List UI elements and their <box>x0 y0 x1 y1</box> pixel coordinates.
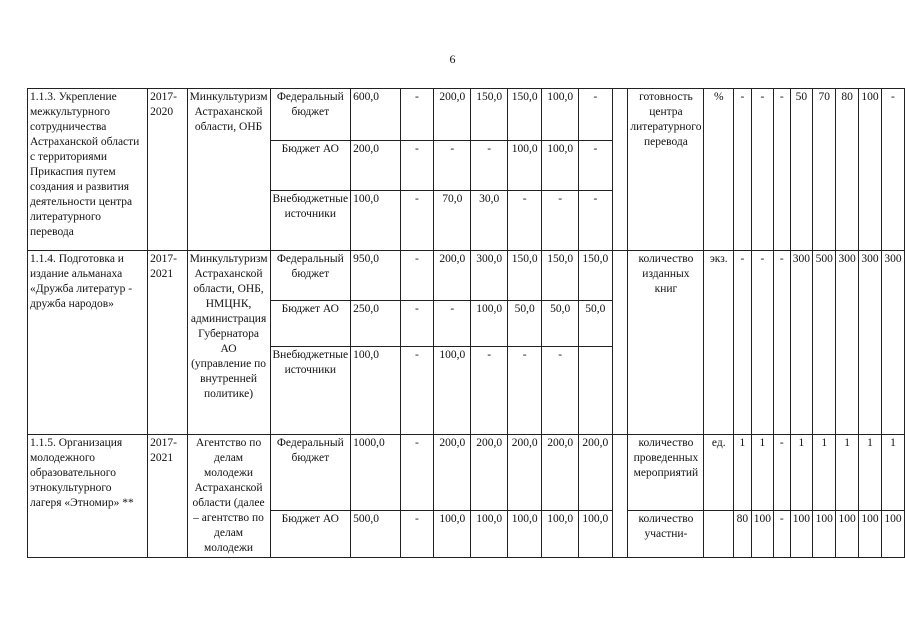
amount-cell: 100,0 <box>471 301 508 347</box>
amount-cell: 1000,0 <box>351 435 400 511</box>
value-cell: 300 <box>836 251 859 435</box>
amount-cell: 200,0 <box>351 141 400 191</box>
executor-cell: Минкультуризм Астраханской области, ОНБ <box>187 89 270 251</box>
amount-cell: - <box>542 347 579 435</box>
amount-cell: - <box>471 141 508 191</box>
amount-cell: 100,0 <box>508 141 542 191</box>
amount-cell: 950,0 <box>351 251 400 301</box>
value-cell: 1 <box>790 435 813 511</box>
amount-cell: - <box>579 141 612 191</box>
amount-cell: 150,0 <box>471 89 508 141</box>
indicator-cell: количество проведенных мероприятий <box>628 435 704 511</box>
value-cell: 80 <box>836 89 859 251</box>
table-row <box>28 435 905 511</box>
executor-cell: Агентство по делам молодежи Астраханской области (далее – агентство по делам молодежи <box>187 435 270 558</box>
amount-cell: - <box>400 251 434 301</box>
value-cell: 80 <box>734 510 752 557</box>
value-cell: - <box>774 510 790 557</box>
source-cell: Внебюджетные источники <box>270 191 351 251</box>
amount-cell: 150,0 <box>508 89 542 141</box>
amount-cell: 100,0 <box>508 510 542 557</box>
indicator-cell: количество участни- <box>628 510 704 557</box>
value-cell: - <box>751 251 773 435</box>
value-cell: - <box>751 89 773 251</box>
value-cell: 100 <box>836 510 859 557</box>
event-cell: 1.1.3. Укрепление межкультурного сотрудничества Астраханской области с территориями Прикаспия путем создания и развития деятельности центра литературного перевода <box>28 89 148 251</box>
amount-cell: - <box>579 191 612 251</box>
amount-cell: 100,0 <box>542 141 579 191</box>
source-cell: Бюджет АО <box>270 141 351 191</box>
amount-cell: 300,0 <box>471 251 508 301</box>
amount-cell: 200,0 <box>434 435 471 511</box>
amount-cell: 50,0 <box>542 301 579 347</box>
value-cell: 300 <box>881 251 904 435</box>
amount-cell: 150,0 <box>508 251 542 301</box>
source-cell: Бюджет АО <box>270 301 351 347</box>
amount-cell: 100,0 <box>579 510 612 557</box>
value-cell: 50 <box>790 89 813 251</box>
table-row <box>28 89 905 141</box>
value-cell: - <box>881 89 904 251</box>
value-cell: 100 <box>751 510 773 557</box>
value-cell: - <box>734 251 752 435</box>
source-cell: Федеральный бюджет <box>270 251 351 301</box>
period-cell: 2017-2020 <box>148 89 187 251</box>
value-cell: 500 <box>813 251 836 435</box>
value-cell: 100 <box>813 510 836 557</box>
value-cell: - <box>774 89 790 251</box>
value-cell: 100 <box>859 89 882 251</box>
amount-cell: - <box>400 347 434 435</box>
amount-cell: 30,0 <box>471 191 508 251</box>
amount-cell: 250,0 <box>351 301 400 347</box>
amount-cell: 200,0 <box>508 435 542 511</box>
source-cell: Федеральный бюджет <box>270 89 351 141</box>
value-cell: 1 <box>751 435 773 511</box>
event-cell: 1.1.5. Организация молодежного образовательного этнокультурного лагеря «Этномир» ** <box>28 435 148 558</box>
value-cell: 100 <box>859 510 882 557</box>
value-cell: 1 <box>813 435 836 511</box>
value-cell: - <box>774 435 790 511</box>
amount-cell: 150,0 <box>579 251 612 301</box>
program-table <box>27 88 905 558</box>
unit-cell: экз. <box>704 251 734 435</box>
blank-cell <box>612 435 628 558</box>
unit-cell: % <box>704 89 734 251</box>
amount-cell: 50,0 <box>579 301 612 347</box>
amount-cell: 200,0 <box>542 435 579 511</box>
amount-cell: 100,0 <box>471 510 508 557</box>
value-cell: 100 <box>881 510 904 557</box>
unit-cell <box>704 510 734 557</box>
amount-cell: 600,0 <box>351 89 400 141</box>
blank-cell <box>612 251 628 435</box>
value-cell: 1 <box>859 435 882 511</box>
blank-cell <box>612 89 628 251</box>
page-number: 6 <box>449 52 456 66</box>
amount-cell: 200,0 <box>434 251 471 301</box>
amount-cell: - <box>434 141 471 191</box>
source-cell: Федеральный бюджет <box>270 435 351 511</box>
source-cell: Бюджет АО <box>270 510 351 557</box>
amount-cell: 150,0 <box>542 251 579 301</box>
amount-cell: 100,0 <box>434 510 471 557</box>
indicator-cell: готовность центра литературного перевода <box>628 89 704 251</box>
amount-cell: - <box>400 301 434 347</box>
event-cell: 1.1.4. Подготовка и издание альманаха «Дружба литератур - дружба народов» <box>28 251 148 435</box>
amount-cell: 70,0 <box>434 191 471 251</box>
value-cell: 300 <box>859 251 882 435</box>
period-cell: 2017-2021 <box>148 251 187 435</box>
amount-cell: 200,0 <box>579 435 612 511</box>
amount-cell: - <box>579 89 612 141</box>
period-cell: 2017-2021 <box>148 435 187 558</box>
value-cell: 100 <box>790 510 813 557</box>
amount-cell: - <box>400 191 434 251</box>
value-cell: - <box>774 251 790 435</box>
amount-cell <box>579 347 612 435</box>
amount-cell: - <box>542 191 579 251</box>
amount-cell: - <box>400 435 434 511</box>
amount-cell: 50,0 <box>508 301 542 347</box>
value-cell: 70 <box>813 89 836 251</box>
value-cell: 1 <box>836 435 859 511</box>
table-row <box>28 251 905 301</box>
amount-cell: 500,0 <box>351 510 400 557</box>
value-cell: 1 <box>881 435 904 511</box>
amount-cell: - <box>400 510 434 557</box>
amount-cell: - <box>400 141 434 191</box>
value-cell: 300 <box>790 251 813 435</box>
amount-cell: - <box>508 191 542 251</box>
indicator-cell: количество изданных книг <box>628 251 704 435</box>
amount-cell: 100,0 <box>351 347 400 435</box>
amount-cell: - <box>508 347 542 435</box>
source-cell: Внебюджетные источники <box>270 347 351 435</box>
amount-cell: 100,0 <box>351 191 400 251</box>
amount-cell: 100,0 <box>542 89 579 141</box>
unit-cell: ед. <box>704 435 734 511</box>
value-cell: 1 <box>734 435 752 511</box>
amount-cell: - <box>400 89 434 141</box>
value-cell: - <box>734 89 752 251</box>
executor-cell: Минкультуризм Астраханской области, ОНБ, НМЦНК, администрация Губернатора АО (управление по внутренней политике) <box>187 251 270 435</box>
amount-cell: 200,0 <box>471 435 508 511</box>
amount-cell: 100,0 <box>542 510 579 557</box>
amount-cell: - <box>434 301 471 347</box>
amount-cell: 100,0 <box>434 347 471 435</box>
amount-cell: 200,0 <box>434 89 471 141</box>
amount-cell: - <box>471 347 508 435</box>
